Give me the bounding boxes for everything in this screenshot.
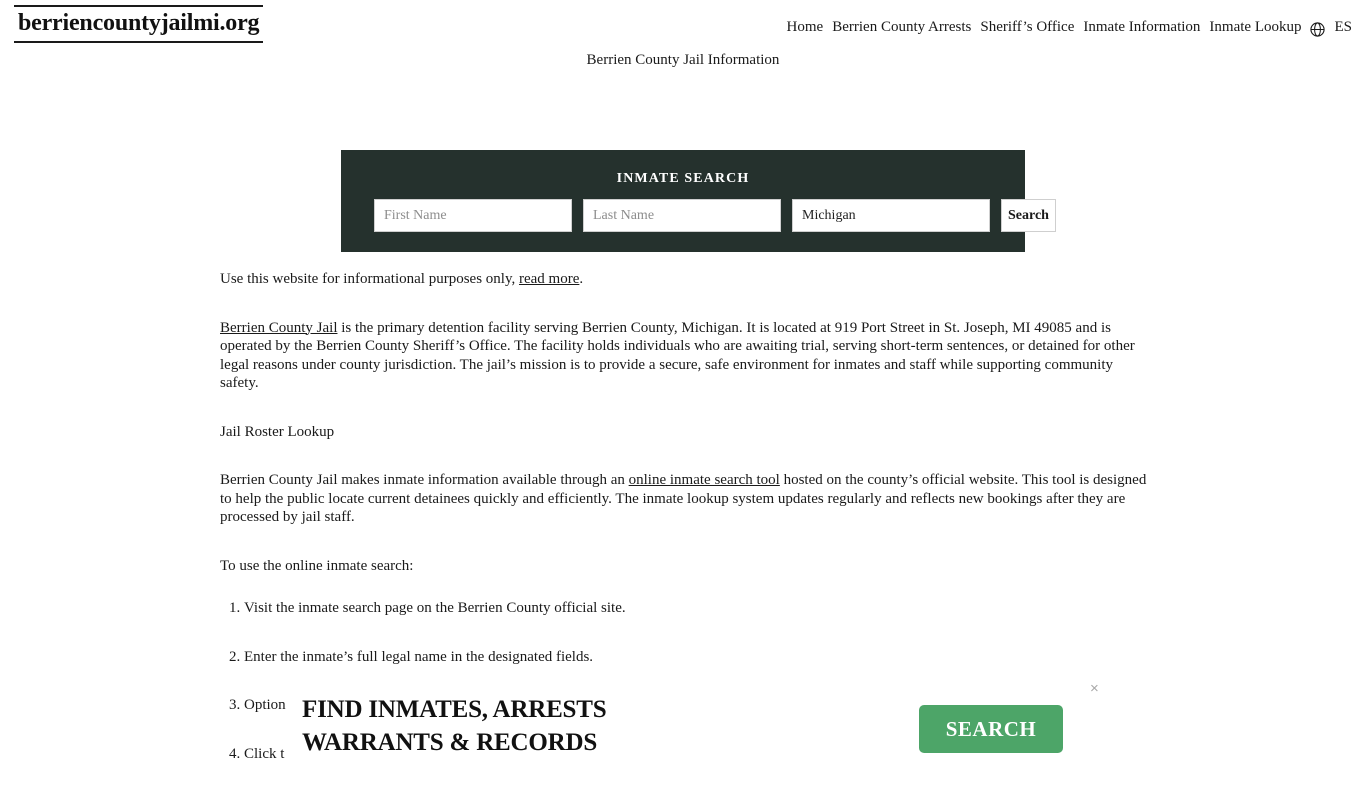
online-inmate-search-tool-link[interactable]: online inmate search tool bbox=[628, 472, 780, 488]
first-name-input[interactable] bbox=[374, 199, 572, 232]
last-name-input[interactable] bbox=[583, 199, 781, 232]
inmate-search-form bbox=[341, 187, 1049, 232]
close-icon[interactable]: × bbox=[1084, 679, 1102, 697]
roster-paragraph bbox=[220, 471, 1148, 557]
roster-text-before: Berrien County Jail makes inmate information available through an bbox=[220, 472, 629, 488]
intro-text: is the primary detention facility serving Berrien County, Michigan. It is located at 919 Port Street in St. Joseph, MI 49085 and is operated by the Berrien County Sheriff’s Office. The facility holds individuals who are awaiting trial, serving short-term sentences, or detained for other legal reasons under county jurisdiction. The jail’s mission is to provide a secure, safe environment for inmates and staff while supporting community safety. bbox=[220, 319, 1135, 391]
disclaimer-period: . bbox=[579, 271, 584, 287]
site-logo-text: berriencountyjailmi.org bbox=[18, 10, 260, 36]
bottom-overlay-ad bbox=[287, 673, 1366, 768]
overlay-headline bbox=[302, 693, 606, 759]
disclaimer-paragraph bbox=[220, 270, 1148, 319]
inmate-search-panel bbox=[341, 150, 1049, 252]
overlay-search-button[interactable]: SEARCH bbox=[919, 705, 1063, 753]
nav-item-inmate-lookup[interactable]: Inmate Lookup bbox=[1209, 19, 1302, 35]
nav-item-inmate-information[interactable]: Inmate Information bbox=[1083, 19, 1201, 35]
inmate-search-submit-button[interactable]: Search bbox=[1001, 199, 1056, 232]
howto-intro-paragraph: To use the online inmate search: bbox=[220, 557, 414, 574]
nav-item-sheriffs-office[interactable]: Sheriff’s Office bbox=[980, 19, 1075, 35]
site-header bbox=[0, 0, 1366, 68]
list-item: 3. Option bbox=[244, 696, 1148, 715]
globe-icon[interactable] bbox=[1310, 22, 1325, 37]
section-heading-jail-roster-lookup: Jail Roster Lookup bbox=[220, 423, 335, 440]
disclaimer-text: Use this website for informational purposes only, bbox=[220, 271, 519, 287]
intro-paragraph bbox=[220, 319, 1148, 423]
overlay-headline-line-2: WARRANTS & RECORDS bbox=[302, 729, 598, 756]
list-item: 1. Visit the inmate search page on the Berrien County official site. bbox=[244, 599, 1148, 618]
state-input[interactable] bbox=[792, 199, 990, 232]
site-logo[interactable] bbox=[14, 5, 263, 43]
overlay-headline-line-1: FIND INMATES, ARRESTS bbox=[302, 696, 607, 723]
nav-item-home[interactable]: Home bbox=[786, 19, 824, 35]
nav-item-berrien-county-arrests[interactable]: Berrien County Arrests bbox=[832, 19, 972, 35]
list-item: 2. Enter the inmate’s full legal name in the designated fields. bbox=[244, 648, 1148, 667]
inmate-search-title: INMATE SEARCH bbox=[616, 171, 750, 186]
read-more-link[interactable]: read more bbox=[518, 271, 580, 287]
list-item: 4. Click t bbox=[244, 745, 1148, 764]
roster-text-after: hosted on the county’s official website. This tool is designed to help the public locate current detainees quickly and efficiently. The inmate lookup system updates regularly and reflects new bookings after they are processed by jail staff. bbox=[220, 472, 1147, 525]
main-navigation bbox=[787, 18, 1352, 36]
berrien-county-jail-link[interactable]: Berrien County Jail bbox=[220, 319, 338, 336]
language-switch-es[interactable]: ES bbox=[1334, 18, 1352, 35]
page-subtitle: Berrien County Jail Information bbox=[586, 52, 780, 68]
